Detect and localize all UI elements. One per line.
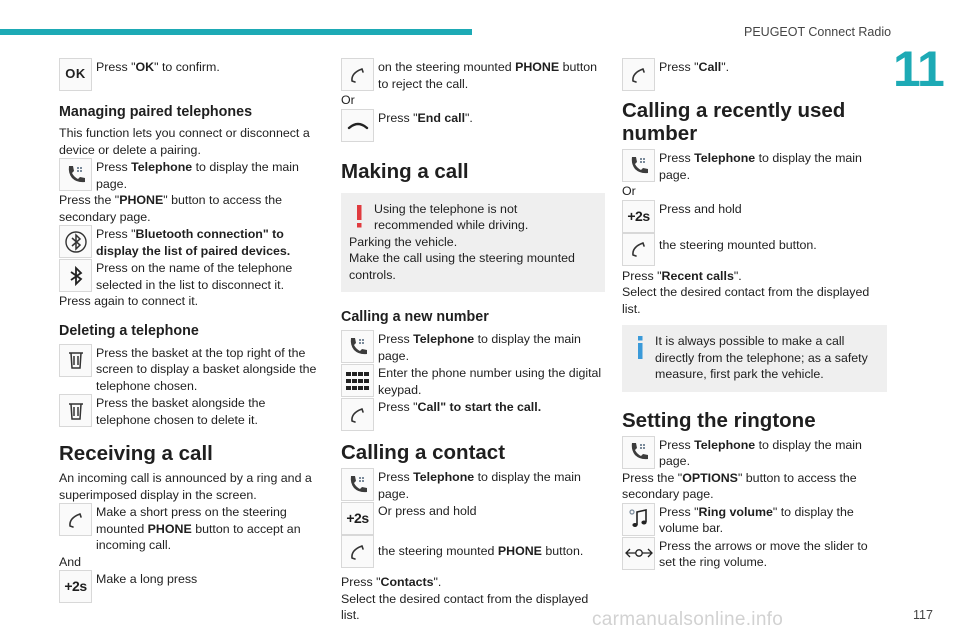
start-call-text: Press "Call" to start the call. — [378, 400, 542, 414]
warning-text-3: Make the call using the steering mounted controls. — [349, 251, 575, 282]
bluetooth-list-text: Press "Bluetooth connection" to display the list of paired devices. — [96, 227, 291, 258]
phone-handset-icon — [59, 503, 92, 536]
basket-delete-text: Press the basket alongside the telephone chosen to delete it. — [96, 396, 266, 427]
recent-title: Calling a recently used number — [622, 99, 846, 145]
ok-step — [59, 58, 321, 91]
phone-handset-icon — [341, 398, 374, 431]
info-text: It is always possible to make a call directly from the telephone; as a safety measure, first park the vehicle. — [655, 334, 868, 381]
long-press-text: Make a long press — [96, 572, 198, 586]
slider-icon — [622, 537, 655, 570]
contact-telephone-text: Press Telephone to display the main page. — [378, 470, 581, 501]
recent-calls-text: Press "Recent calls". — [622, 268, 742, 283]
connect-again-text: Press again to connect it. — [59, 294, 199, 308]
basket-delete-step — [59, 394, 321, 428]
new-number-title: Calling a new number — [341, 309, 489, 325]
bluetooth-circle-icon — [59, 225, 92, 258]
recent-steering-step — [622, 233, 887, 266]
recent-hold-text: Press and hold — [659, 201, 742, 216]
short-press-text: Make a short press on the steering mounted PHONE button to accept an incoming call. — [96, 505, 301, 552]
managing-telephone-step — [59, 158, 321, 192]
receiving-intro: An incoming call is announced by a ring and a superimposed display in the screen. — [59, 471, 312, 502]
end-call-text: Press "End call". — [378, 110, 473, 125]
ok-step-text: Press "OK" to confirm. — [96, 60, 220, 74]
bluetooth-icon — [59, 259, 92, 292]
basket-top-text: Press the basket at the top right of the screen to display a basket alongside the telephone chosen. — [96, 345, 317, 393]
contacts-select-text: Select the desired contact from the displayed list. — [341, 591, 589, 622]
phone-handset-icon — [622, 233, 655, 266]
header-accent-bar — [0, 29, 472, 35]
end-call-step — [341, 109, 605, 142]
plus-2-seconds-icon: +2s — [59, 570, 92, 603]
bluetooth-list-step — [59, 225, 321, 259]
contact-steering-step — [341, 535, 605, 568]
keypad-icon — [341, 364, 374, 397]
making-call-title: Making a call — [341, 159, 469, 183]
plus-2-seconds-icon: +2s — [622, 200, 655, 233]
recent-steering-text: the steering mounted button. — [659, 237, 817, 252]
warning-text-1: Using the telephone is not recommended while driving. — [374, 201, 529, 232]
telephone-icon — [622, 436, 655, 469]
managing-telephone-text: Press Telephone to display the main page. — [96, 160, 299, 191]
reject-step — [341, 58, 605, 92]
contact-telephone-step — [341, 468, 605, 502]
header-title: PEUGEOT Connect Radio — [744, 25, 892, 39]
or-text: Or — [341, 93, 355, 107]
column-3 — [622, 58, 887, 571]
contact-hold-text: Or press and hold — [378, 504, 477, 518]
managing-title: Managing paired telephones — [59, 104, 253, 120]
hang-up-icon — [341, 109, 374, 142]
phone-handset-icon — [622, 58, 655, 91]
short-press-step — [59, 503, 321, 554]
trash-icon — [59, 394, 92, 427]
recent-telephone-text: Press Telephone to display the main page. — [659, 151, 862, 182]
call-step — [622, 58, 887, 91]
options-text: Press the "OPTIONS" button to access the secondary page. — [622, 470, 857, 501]
page-number: 117 — [913, 608, 933, 622]
telephone-icon — [59, 158, 92, 191]
new-telephone-text: Press Telephone to display the main page. — [378, 332, 581, 363]
basket-top-step — [59, 344, 321, 395]
receiving-title: Receiving a call — [59, 442, 213, 465]
keypad-step — [341, 364, 605, 398]
plus-2-seconds-icon: +2s — [341, 502, 374, 535]
contacts-press-text: Press "Contacts". — [341, 575, 442, 589]
contact-steering-text: the steering mounted PHONE button. — [378, 544, 584, 558]
chapter-number: 11 — [893, 41, 944, 97]
info-box — [622, 325, 887, 392]
telephone-icon — [341, 330, 374, 363]
column-2 — [341, 58, 605, 624]
warning-text-2: Parking the vehicle. — [349, 234, 458, 249]
contact-hold-step — [341, 502, 605, 535]
call-text: Press "Call". — [659, 60, 730, 74]
ok-icon: OK — [59, 58, 92, 91]
slider-step — [622, 537, 887, 571]
ring-volume-text: Press "Ring volume" to display the volume bar. — [659, 504, 854, 535]
watermark: carmanualsonline.info — [592, 609, 784, 630]
music-note-icon — [622, 503, 655, 536]
managing-phone-button-text: Press the "PHONE" button to access the secondary page. — [59, 193, 283, 224]
deleting-title: Deleting a telephone — [59, 322, 199, 339]
recent-select-text: Select the desired contact from the displayed list. — [622, 285, 870, 316]
start-call-step — [341, 398, 605, 431]
contact-title: Calling a contact — [341, 441, 506, 464]
slider-text: Press the arrows or move the slider to set the ring volume. — [659, 538, 868, 569]
ring-telephone-text: Press Telephone to display the main page. — [659, 437, 862, 468]
phone-handset-icon — [341, 58, 374, 91]
trash-icon — [59, 344, 92, 377]
ring-telephone-step — [622, 436, 887, 470]
new-telephone-step — [341, 330, 605, 364]
or-text: Or — [622, 184, 636, 198]
managing-intro: This function lets you connect or disconnect a device or delete a pairing. — [59, 126, 310, 157]
warning-box — [341, 193, 605, 293]
telephone-icon — [622, 149, 655, 182]
keypad-text: Enter the phone number using the digital keypad. — [378, 366, 602, 397]
and-text: And — [59, 554, 82, 569]
recent-telephone-step — [622, 149, 887, 183]
column-1 — [59, 58, 321, 603]
recent-hold-step — [622, 200, 887, 233]
ring-volume-step — [622, 503, 887, 537]
disconnect-text: Press on the name of the telephone selected in the list to disconnect it. — [96, 261, 293, 292]
phone-handset-icon — [341, 535, 374, 568]
ringtone-title: Setting the ringtone — [622, 408, 816, 432]
warning-icon — [352, 201, 366, 231]
long-press-step — [59, 570, 321, 603]
disconnect-step — [59, 259, 321, 293]
reject-text: on the steering mounted PHONE button to reject the call. — [378, 60, 598, 91]
telephone-icon — [341, 468, 374, 501]
info-icon — [633, 333, 647, 363]
